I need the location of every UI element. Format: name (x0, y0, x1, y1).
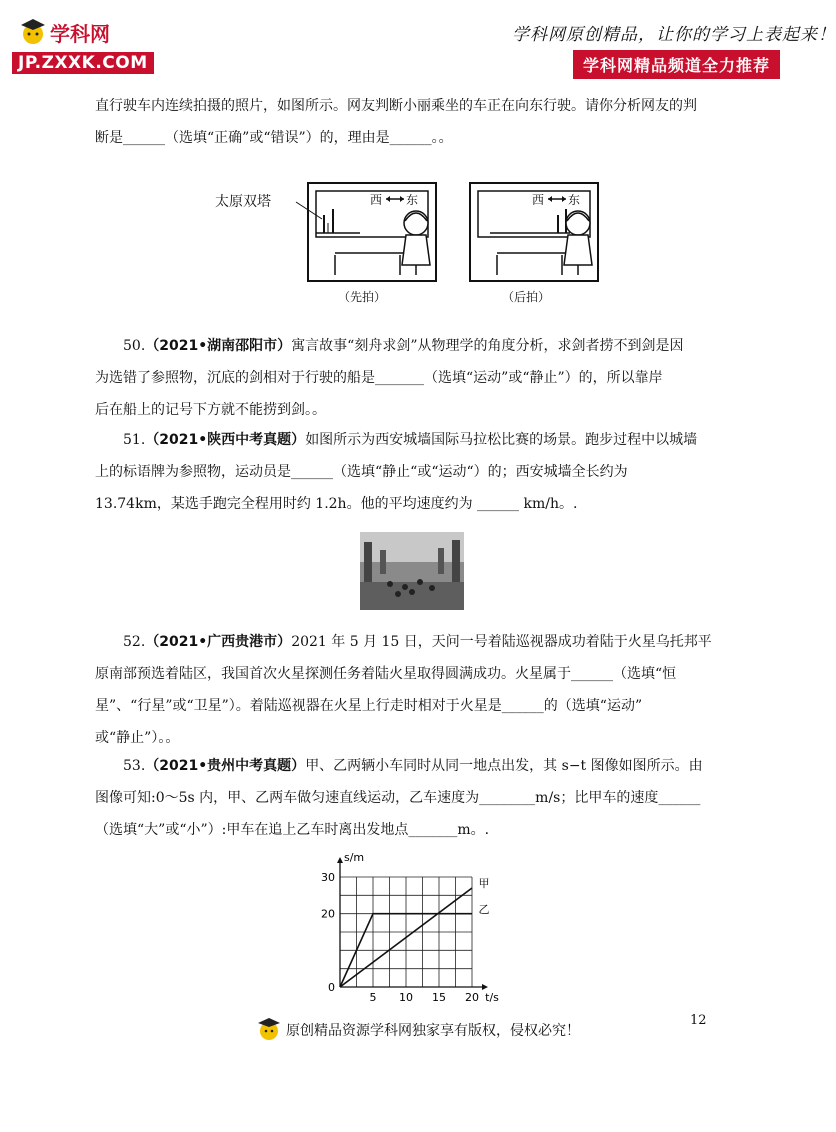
x-tick-label: 15 (432, 991, 446, 1004)
y-axis-label: s/m (344, 851, 365, 864)
q53-line3: （选填“大”或“小”）:甲车在追上乙车时离出发地点_______m。. (95, 822, 490, 838)
q49-line2: 断是______（选填“正确”或“错误”）的，理由是______。。 (95, 130, 453, 146)
x-tick-label: 5 (369, 991, 377, 1004)
footer-copyright: 原创精品资源学科网独家享有版权，侵权必究！ (286, 1023, 580, 1039)
question-53 (95, 750, 715, 846)
origin-label: 0 (328, 981, 335, 994)
dir-west-1: 西 (370, 193, 383, 207)
q53-line2: 图像可知:0～5s 内，甲、乙两车做匀速直线运动，乙车速度为________m/s；比甲车的速度______ (95, 790, 701, 806)
q51-line3: 13.74km，某选手跑完全程用时约 1.2h。他的平均速度约为 ______ km/h。. (95, 496, 578, 512)
y-tick-label: 30 (321, 871, 335, 884)
q50-line2: 为选错了参照物，沉底的剑相对于行驶的船是_______（选填“运动”或“静止”）的，所以靠岸 (95, 370, 663, 386)
caption-after: （后拍） (502, 290, 551, 304)
x-axis-arrow (482, 984, 488, 990)
logo-text: 学科网 (50, 22, 110, 46)
series-label-jia: 甲 (478, 877, 490, 890)
x-tick-label: 10 (399, 991, 413, 1004)
dir-east-1: 东 (406, 193, 419, 207)
q52-line4: 或“静止”）。。 (95, 730, 180, 746)
x-axis-label: t/s (485, 991, 499, 1004)
graduate-mascot-footer-icon (256, 1016, 282, 1042)
series-label-yi: 乙 (478, 903, 490, 916)
q52-source: （2021•广西贵港市） (145, 634, 292, 650)
q50-line1: 寓言故事“刻舟求剑”从物理学的角度分析，求剑者捞不到剑是因 (291, 338, 684, 354)
q53-number: 53. (123, 758, 146, 774)
chart-grid (340, 877, 472, 987)
q52-line2: 原南部预选着陆区，我国首次火星探测任务着陆火星取得圆满成功。火星属于______（选填“恒 (95, 666, 677, 682)
logo-url[interactable]: JP.ZXXK.COM (12, 52, 154, 74)
q52-number: 52. (123, 634, 146, 650)
question-52 (95, 626, 715, 754)
q53-source: （2021•贵州中考真题） (145, 758, 306, 774)
q49-line1: 直行驶车内连续拍摄的照片，如图所示。网友判断小丽乘坐的车正在向东行驶。请你分析网友的判 (95, 98, 697, 114)
header-banner: 学科网精品频道全力推荐 (573, 50, 780, 79)
q50-source: （2021•湖南邵阳市） (145, 338, 292, 354)
question-50 (95, 330, 715, 426)
q50-line3: 后在船上的记号下方就不能捞到剑。。 (95, 402, 326, 418)
page-number: 12 (690, 1013, 707, 1028)
x-tick-label: 20 (465, 991, 479, 1004)
q51-number: 51. (123, 432, 146, 448)
caption-before: （先拍） (338, 290, 387, 304)
graduate-mascot-icon (18, 16, 48, 46)
q53-line1: 甲、乙两辆小车同时从同一地点出发，其 s−t 图像如图所示。由 (305, 758, 703, 774)
y-tick-label: 20 (321, 907, 335, 921)
label-taiyuan-towers: 太原双塔 (215, 194, 271, 210)
q52-line1: 2021 年 5 月 15 日，天问一号着陆巡视器成功着陆于火星乌托邦平 (291, 634, 712, 650)
dir-east-2: 东 (568, 193, 581, 207)
question-49-text (95, 90, 715, 154)
q51-line2: 上的标语牌为参照物，运动员是______（选填“静止“或“运动“）的；西安城墙全长约为 (95, 464, 628, 480)
y-axis-arrow (337, 857, 343, 863)
question-51 (95, 424, 715, 520)
marathon-photo (360, 532, 464, 610)
header-slogan: 学科网原创精品，让你的学习上表起来！ (512, 25, 836, 45)
q50-number: 50. (123, 338, 146, 354)
dir-west-2: 西 (532, 193, 545, 207)
s-t-chart (310, 850, 520, 1010)
q51-line1: 如图所示为西安城墙国际马拉松比赛的场景。跑步过程中以城墙 (305, 432, 698, 448)
q51-source: （2021•陕西中考真题） (145, 432, 306, 448)
q52-line3: 星”、“行星”或“卫星”）。着陆巡视器在火星上行走时相对于火星是______的（选填“运动” (95, 698, 643, 714)
